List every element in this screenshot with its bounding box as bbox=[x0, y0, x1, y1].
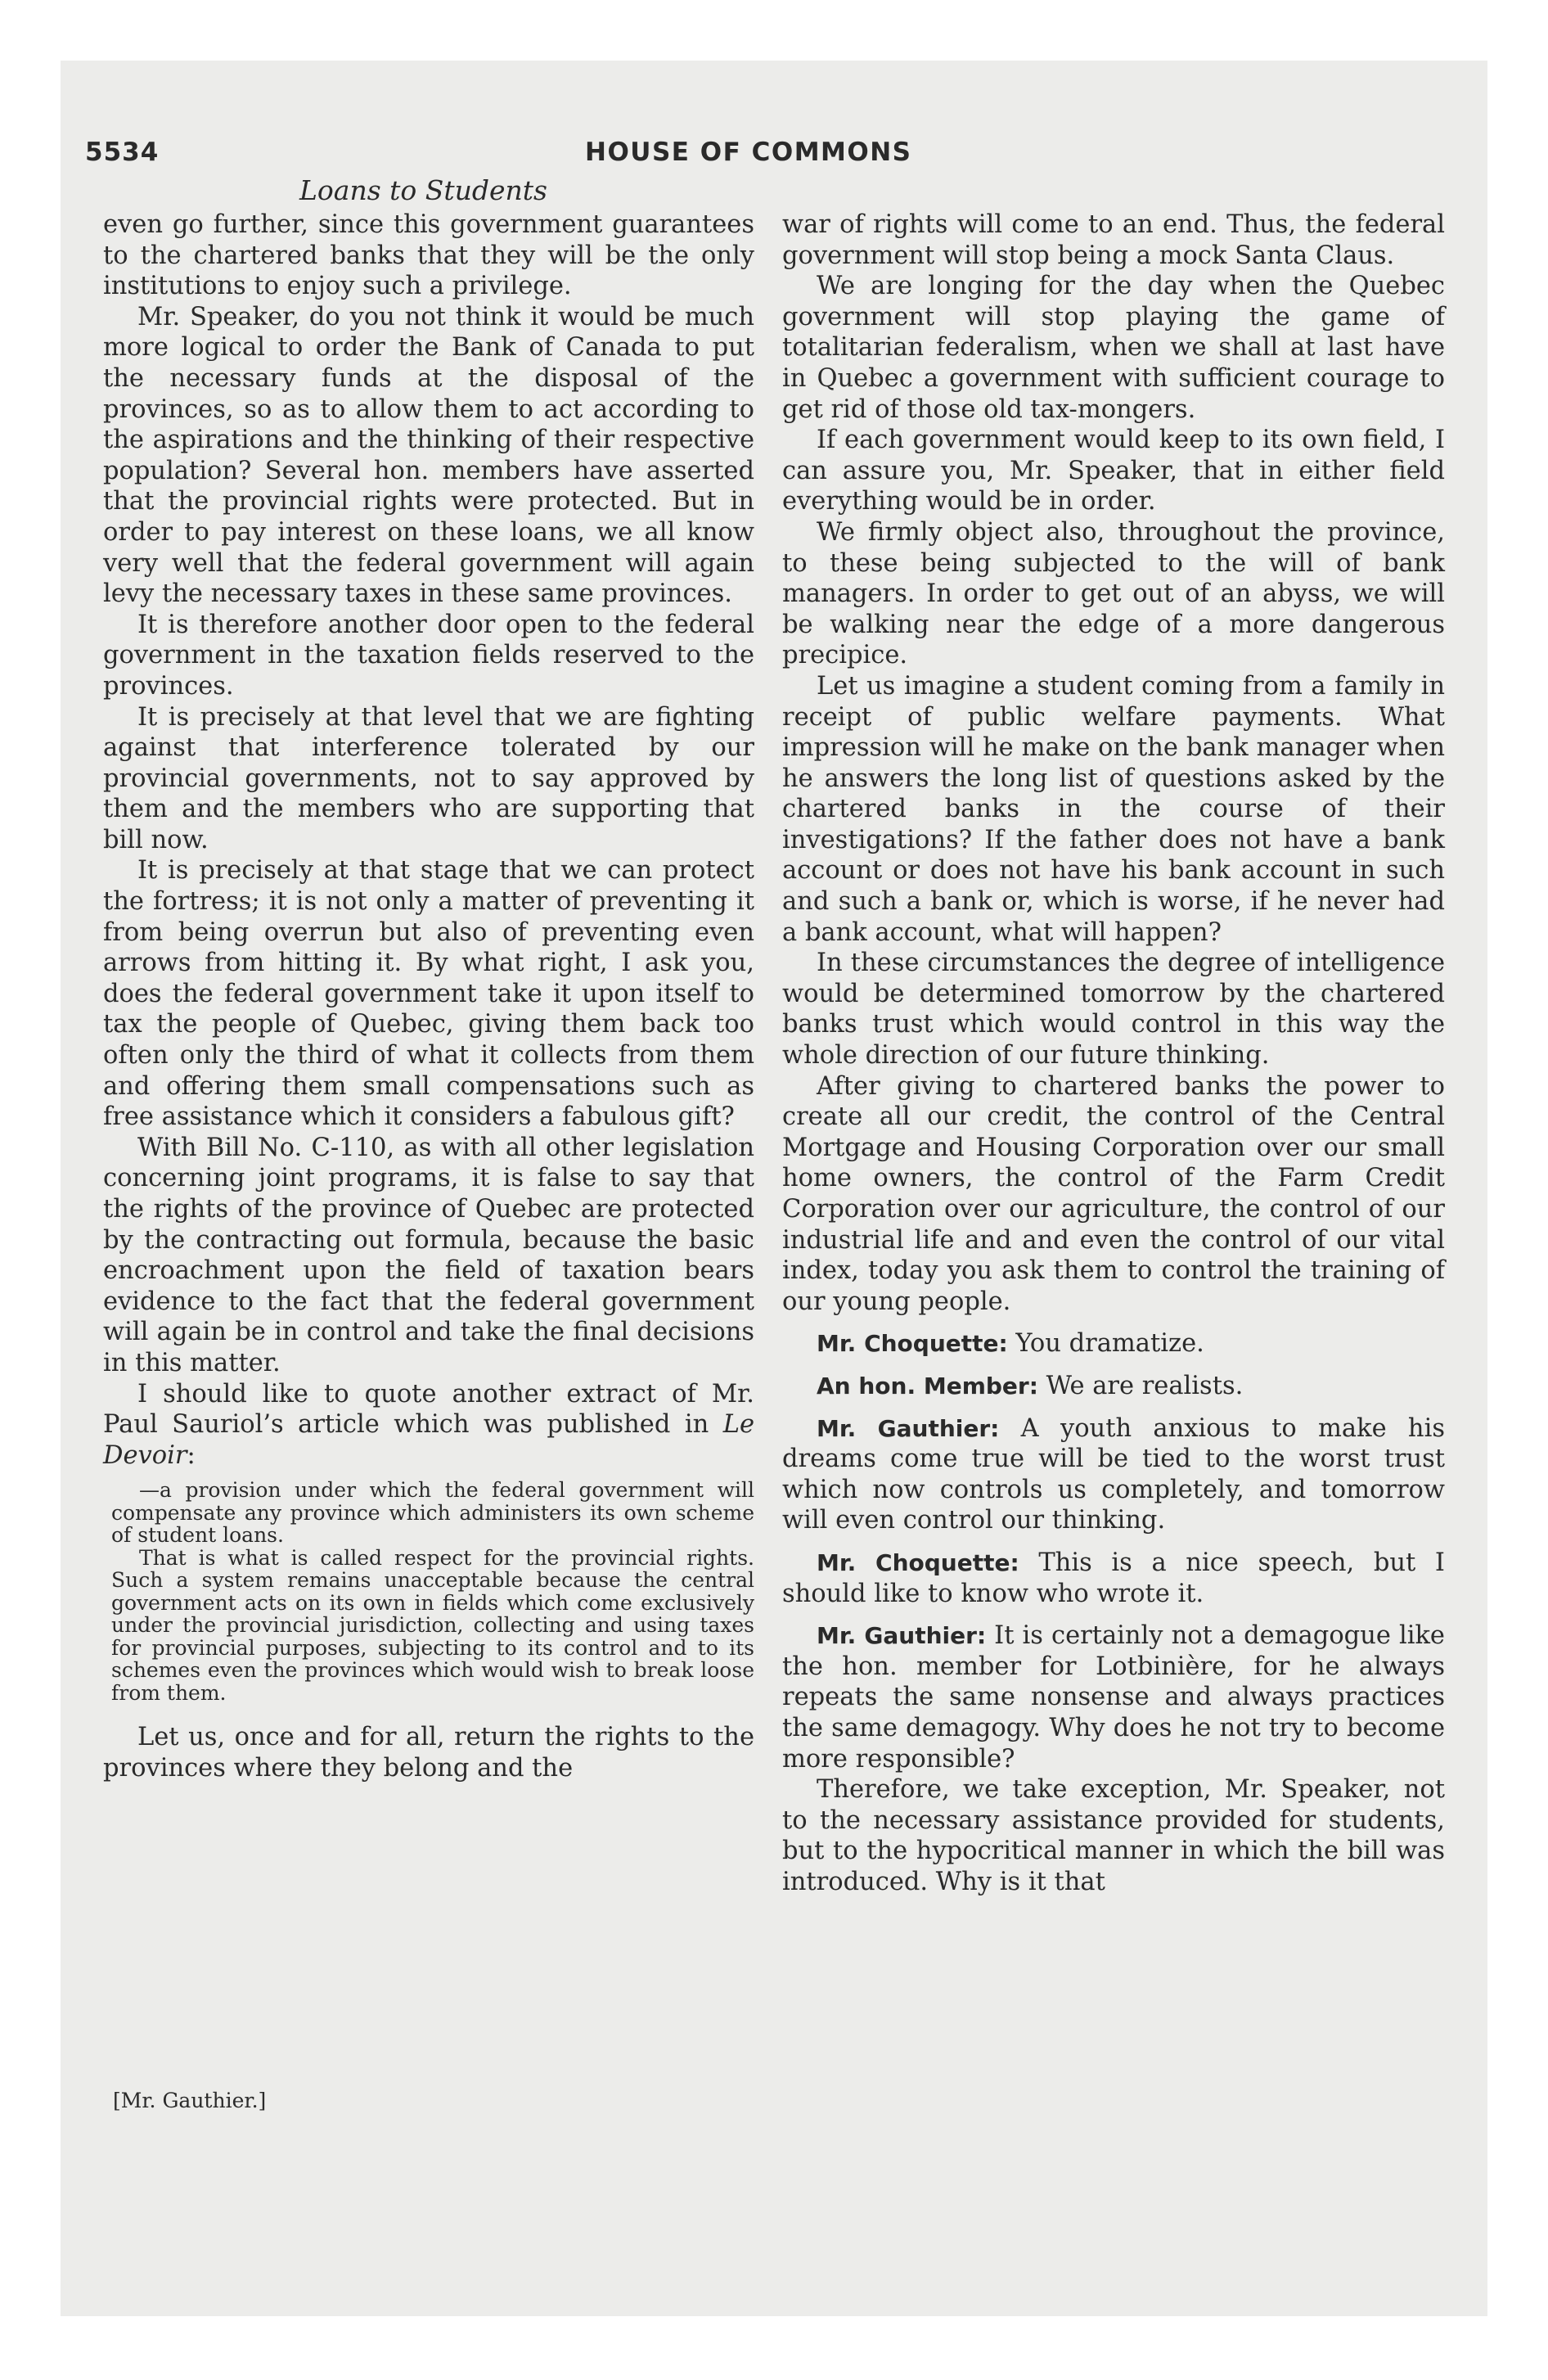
quote-paragraph: That is what is called respect for the provincial rights. Such a system remains unacceptable because the central government acts on its own in fields which come exclusively under the provincial jurisdiction, collecting and using taxes for provincial purposes, subjecting to its control and to its schemes even the provinces which would wish to break loose from them. bbox=[111, 1545, 754, 1705]
speech bbox=[782, 1620, 1445, 1774]
paragraph: In these circumstances the degree of intelligence would be determined tomorrow by the chartered banks trust which would control in this way the whole direction of our future thinking. bbox=[782, 949, 1445, 1071]
speech bbox=[782, 1328, 1445, 1359]
right-column bbox=[782, 210, 1445, 1897]
left-column bbox=[103, 210, 754, 1784]
paragraph bbox=[103, 1379, 754, 1472]
speech bbox=[782, 1371, 1445, 1402]
page-number: 5534 bbox=[85, 137, 160, 167]
speaker-name: Mr. Choquette: bbox=[817, 1548, 1019, 1576]
paragraph-text: I should like to quote another extract of Mr. Paul Sauriol’s article which was published in bbox=[103, 1379, 754, 1440]
paragraph: We are longing for the day when the Quebec government will stop playing the game of totalitarian federalism, when we shall at last have in Quebec a government with sufficient courage to get rid of those old tax-mongers. bbox=[782, 272, 1445, 424]
newspaper-title: Le Devoir bbox=[103, 1410, 754, 1470]
quote-paragraph: —a provision under which the federal government will compensate any province which administers its own scheme of student loans. bbox=[111, 1478, 754, 1548]
page-header: HOUSE OF COMMONS bbox=[585, 137, 912, 167]
speaker-name: An hon. Member: bbox=[817, 1372, 1038, 1400]
paragraph: It is precisely at that stage that we can protect the fortress; it is not only a matter of preventing it from being overrun but also of preventing even arrows from hitting it. By what right, I ask you, does the federal government take it upon itself to tax the people of Quebec, giving them back too often only the third of what it collects from them and offering them small compensations such as free assistance which it considers a fabulous gift? bbox=[103, 856, 754, 1132]
speech-text: This is a nice speech, but I should like to know who wrote it. bbox=[782, 1548, 1445, 1608]
running-head: Loans to Students bbox=[299, 174, 547, 206]
speech bbox=[782, 1413, 1445, 1536]
paragraph: even go further, since this government guarantees to the chartered banks that they will be the only institutions to enjoy such a privilege. bbox=[103, 210, 754, 301]
paragraph: It is precisely at that level that we are fighting against that interference tolerated by our provincial governments, not to say approved by them and the members who are supporting that bill now. bbox=[103, 702, 754, 854]
paragraph: Therefore, we take exception, Mr. Speaker, not to the necessary assistance provided for students, but to the hypocritical manner in which the bill was introduced. Why is it that bbox=[782, 1775, 1445, 1896]
speech-text: It is certainly not a demagogue like the hon. member for Lotbinière, for he always repeats the same nonsense and always practices the same demagogy. Why does he not try to become more responsible? bbox=[782, 1621, 1445, 1774]
speech-text: We are realists. bbox=[1037, 1371, 1244, 1400]
paragraph: Let us imagine a student coming from a family in receipt of public welfare payments. What impression will he make on the bank manager when he answers the long list of questions asked by the chartered banks in the course of their investigations? If the father does not have a bank account or does not have his bank account in such and such a bank or, which is worse, if he never had a bank account, what will happen? bbox=[782, 671, 1445, 947]
speech-text: A youth anxious to make his dreams come true will be tied to the worst trust which now controls us completely, and tomorrow will even control our thinking. bbox=[782, 1413, 1445, 1535]
paragraph: Let us, once and for all, return the rights to the provinces where they belong and the bbox=[103, 1723, 754, 1783]
speech-text: You dramatize. bbox=[1007, 1329, 1204, 1359]
paragraph: We firmly object also, throughout the province, to these being subjected to the will of bank managers. In order to get out of an abyss, we will be walking near the edge of a more dangerous precipice. bbox=[782, 517, 1445, 670]
speaker-name: Mr. Gauthier: bbox=[817, 1414, 1000, 1442]
paragraph: Mr. Speaker, do you not think it would be much more logical to order the Bank of Canada to put the necessary funds at the disposal of the provinces, so as to allow them to act according to the aspirations and the thinking of their respective population? Several hon. members have asserted that the provincial rights were protected. But in order to pay interest on these loans, we all know very well that the federal government will again levy the necessary taxes in these same provinces. bbox=[103, 302, 754, 609]
speaker-attribution: [Mr. Gauthier.] bbox=[113, 2089, 267, 2112]
speaker-name: Mr. Choquette: bbox=[817, 1330, 1008, 1358]
block-quote bbox=[111, 1479, 754, 1704]
speech bbox=[782, 1548, 1445, 1609]
paragraph: It is therefore another door open to the federal government in the taxation fields reserved to the provinces. bbox=[103, 610, 754, 701]
paragraph: With Bill No. C-110, as with all other legislation concerning joint programs, it is false to say that the rights of the province of Quebec are protected by the contracting out formula, because the basic encroachment upon the field of taxation bears evidence to the fact that the federal government will again be in control and take the final decisions in this matter. bbox=[103, 1133, 754, 1377]
paragraph-punct: : bbox=[187, 1440, 196, 1470]
speaker-name: Mr. Gauthier: bbox=[817, 1622, 987, 1650]
paragraph: After giving to chartered banks the power to create all our credit, the control of the Central Mortgage and Housing Corporation over our small home owners, the control of the Farm Credit Corporation over our agriculture, the control of our industrial life and and even the control of our vital index, today you ask them to control the training of our young people. bbox=[782, 1071, 1445, 1316]
paragraph: war of rights will come to an end. Thus, the federal government will stop being a mock Santa Claus. bbox=[782, 210, 1445, 270]
paragraph: If each government would keep to its own field, I can assure you, Mr. Speaker, that in either field everything would be in order. bbox=[782, 426, 1445, 516]
